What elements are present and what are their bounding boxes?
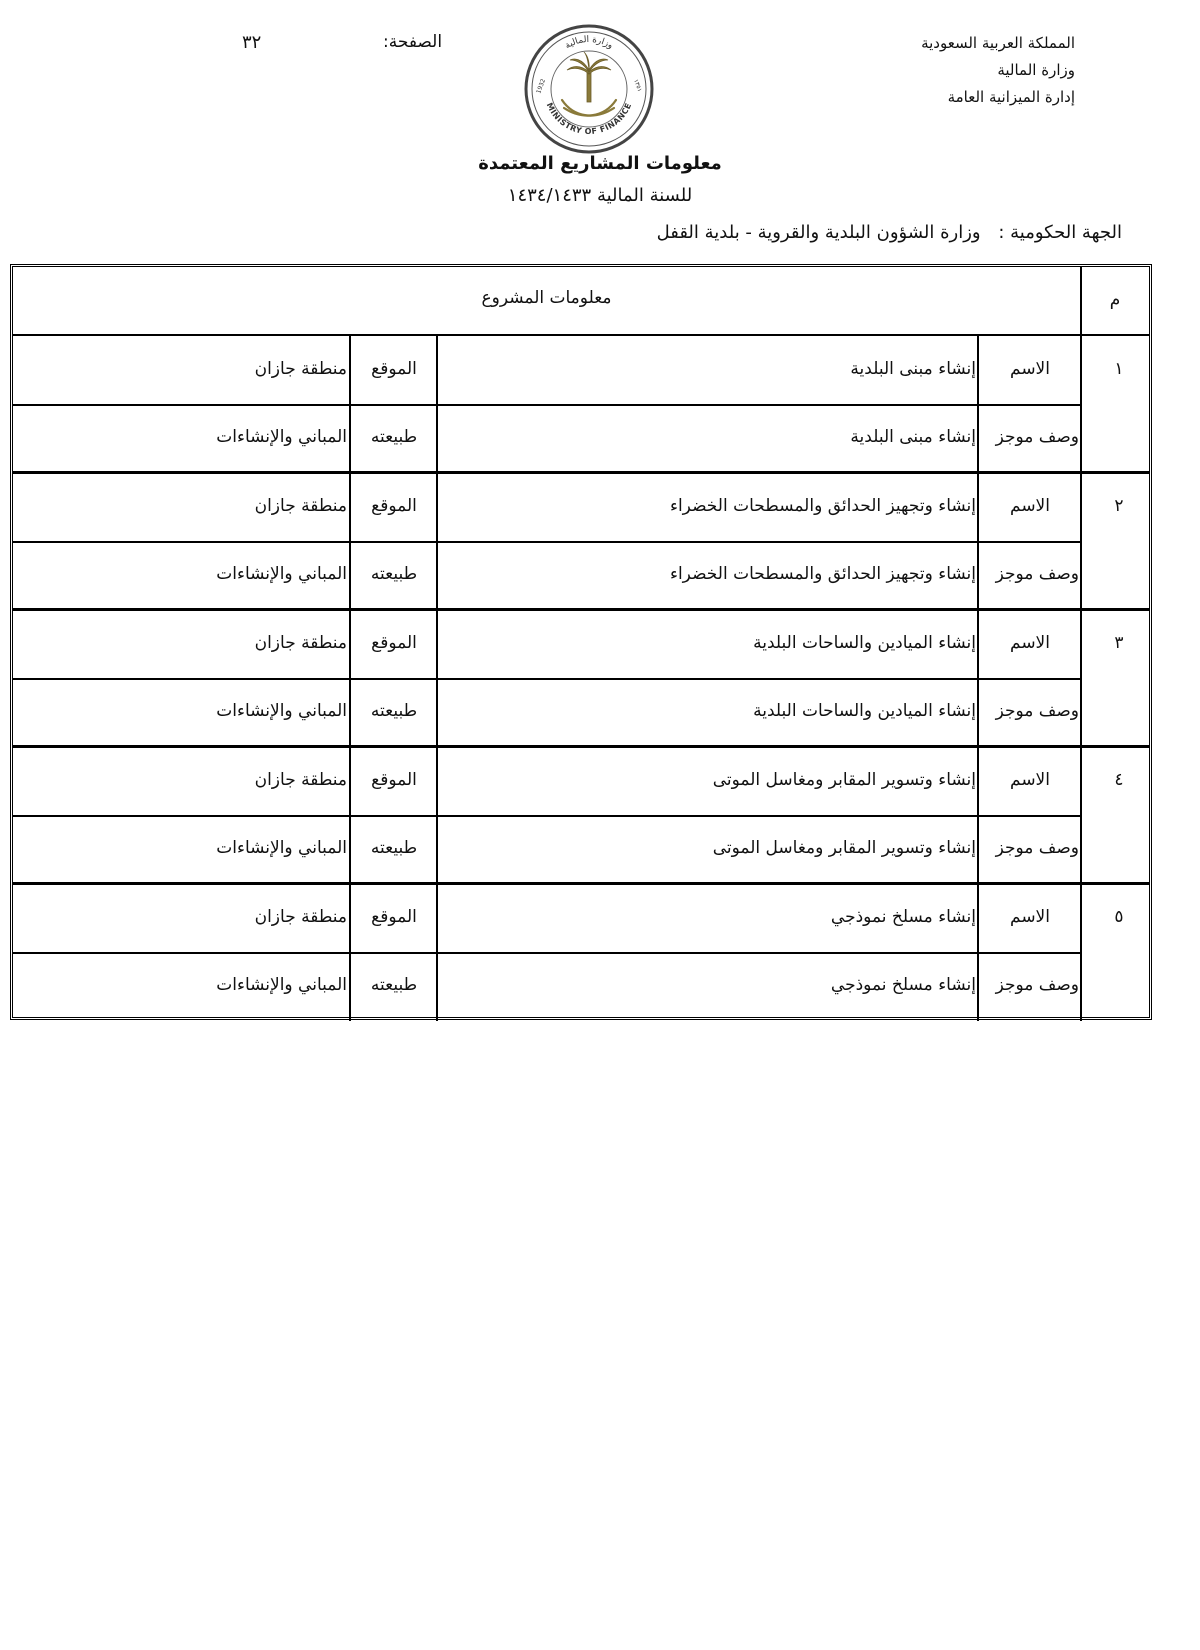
column-header-index: م: [1109, 290, 1121, 310]
project-location: منطقة جازان: [254, 496, 347, 516]
project-nature: المباني والإنشاءات: [216, 975, 347, 995]
project-name: إنشاء مسلخ نموذجي: [830, 907, 976, 927]
project-nature: المباني والإنشاءات: [216, 427, 347, 447]
label-description: وصف موجز: [995, 838, 1079, 858]
entity-value: وزارة الشؤون البلدية والقروية - بلدية القفل: [656, 222, 981, 243]
label-nature: طبيعته: [370, 564, 418, 584]
label-location: الموقع: [371, 770, 417, 790]
label-description: وصف موجز: [995, 701, 1079, 721]
label-description: وصف موجز: [995, 427, 1079, 447]
org-line-ministry: وزارة المالية: [997, 61, 1075, 79]
label-location: الموقع: [371, 633, 417, 653]
svg-text:MINISTRY OF FINANCE: MINISTRY OF FINANCE: [544, 101, 634, 137]
ministry-seal-logo: [522, 22, 656, 156]
table-grid-line: [1080, 884, 1082, 1021]
label-name: الاسم: [1010, 359, 1050, 379]
label-name: الاسم: [1010, 633, 1050, 653]
svg-text:١٣٥١: ١٣٥١: [632, 78, 644, 93]
label-name: الاسم: [1010, 907, 1050, 927]
table-grid-line: [1080, 747, 1082, 884]
org-line-kingdom: المملكة العربية السعودية: [921, 34, 1075, 52]
project-name: إنشاء الميادين والساحات البلدية: [753, 633, 976, 653]
project-description: إنشاء وتجهيز الحدائق والمسطحات الخضراء: [669, 564, 976, 584]
project-nature: المباني والإنشاءات: [216, 701, 347, 721]
svg-text:1932: 1932: [535, 77, 548, 95]
label-location: الموقع: [371, 359, 417, 379]
project-name: إنشاء وتجهيز الحدائق والمسطحات الخضراء: [669, 496, 976, 516]
fiscal-year-subtitle: للسنة المالية ١٤٣٤/١٤٣٣: [507, 185, 693, 206]
page-label: الصفحة:: [383, 32, 443, 52]
organization-header: [815, 30, 1075, 111]
project-location: منطقة جازان: [254, 907, 347, 927]
row-index: ٢: [1114, 496, 1124, 516]
label-location: الموقع: [371, 496, 417, 516]
project-name: إنشاء وتسوير المقابر ومغاسل الموتى: [712, 770, 976, 790]
table-grid-line: [13, 678, 1080, 680]
project-description: إنشاء مسلخ نموذجي: [830, 975, 976, 995]
row-index: ١: [1114, 359, 1124, 379]
table-grid-line: [1080, 610, 1082, 747]
label-description: وصف موجز: [995, 564, 1079, 584]
project-description: إنشاء وتسوير المقابر ومغاسل الموتى: [712, 838, 976, 858]
projects-table: [10, 264, 1152, 1020]
government-entity: [657, 222, 1122, 243]
document-title: معلومات المشاريع المعتمدة: [478, 153, 722, 174]
svg-text:وزارة المالية: وزارة المالية: [563, 34, 615, 52]
project-nature: المباني والإنشاءات: [216, 564, 347, 584]
page-number: ٣٢: [242, 32, 262, 53]
project-description: إنشاء مبنى البلدية: [850, 427, 976, 447]
table-grid-line: [13, 952, 1080, 954]
label-location: الموقع: [371, 907, 417, 927]
project-location: منطقة جازان: [254, 770, 347, 790]
label-name: الاسم: [1010, 496, 1050, 516]
label-name: الاسم: [1010, 770, 1050, 790]
project-name: إنشاء مبنى البلدية: [850, 359, 976, 379]
label-nature: طبيعته: [370, 701, 418, 721]
label-nature: طبيعته: [370, 427, 418, 447]
table-grid-line: [1080, 473, 1082, 610]
table-grid-line: [1080, 336, 1082, 473]
table-grid-line: [13, 541, 1080, 543]
org-line-department: إدارة الميزانية العامة: [947, 88, 1075, 106]
project-location: منطقة جازان: [254, 359, 347, 379]
table-grid-line: [13, 815, 1080, 817]
row-index: ٥: [1114, 907, 1124, 927]
row-index: ٣: [1114, 633, 1124, 653]
entity-label: الجهة الحكومية :: [998, 222, 1122, 243]
label-nature: طبيعته: [370, 975, 418, 995]
project-nature: المباني والإنشاءات: [216, 838, 347, 858]
label-description: وصف موجز: [995, 975, 1079, 995]
project-location: منطقة جازان: [254, 633, 347, 653]
column-header-project-info: معلومات المشروع: [481, 288, 612, 308]
project-description: إنشاء الميادين والساحات البلدية: [753, 701, 976, 721]
table-grid-line: [13, 404, 1080, 406]
label-nature: طبيعته: [370, 838, 418, 858]
row-index: ٤: [1114, 770, 1124, 790]
